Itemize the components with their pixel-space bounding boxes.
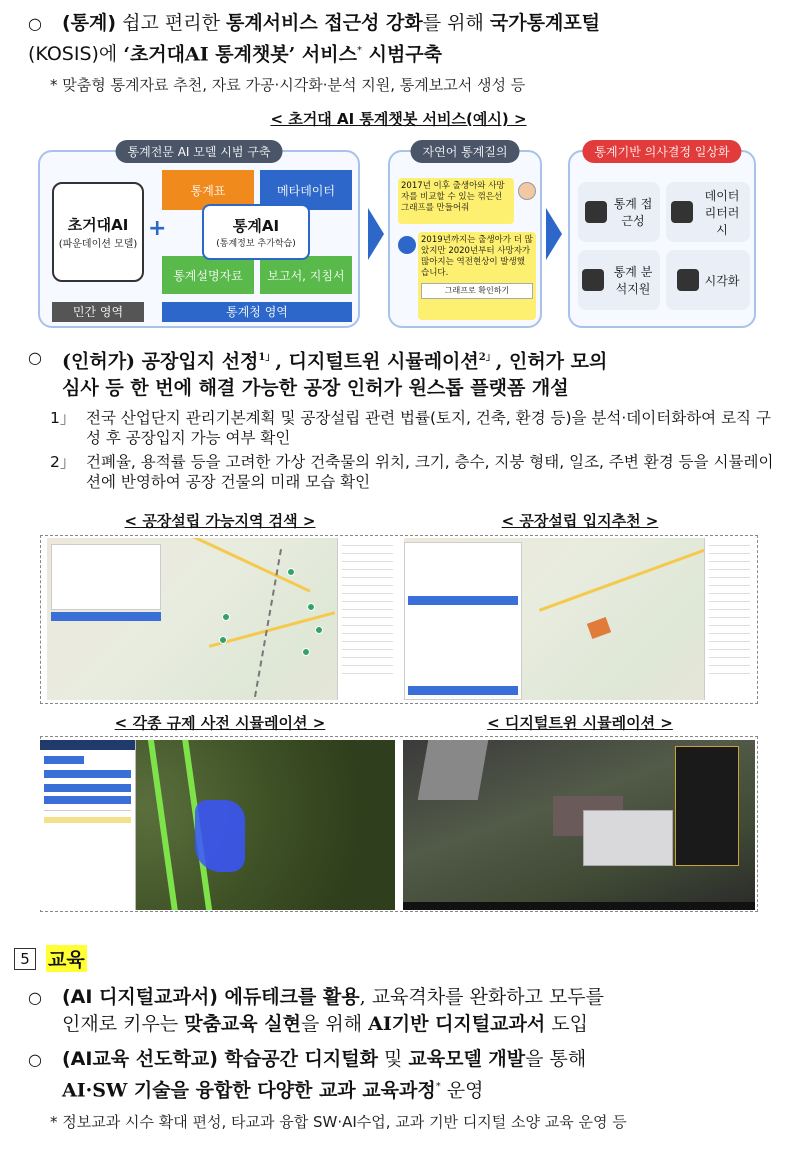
chip-stat-descriptions: 통계설명자료: [162, 256, 254, 294]
edu1-text-3: 을 위해: [300, 1013, 369, 1035]
edu2-text-1: 및: [377, 1048, 409, 1070]
permit-footnote-1: [50, 408, 785, 448]
permit-sup-1: 1」: [258, 352, 276, 363]
llm-title: 초거대AI: [67, 216, 129, 234]
map-pin-icon: [219, 636, 227, 644]
tile-analysis: [578, 250, 660, 310]
tile-literacy-label: 데이터 리터러시: [704, 188, 740, 237]
stats-bold-4: 시범구축: [361, 43, 442, 66]
edu2-bold-2: 교육모델 개발: [408, 1048, 526, 1070]
virtual-factory-building: [583, 810, 673, 866]
arrow-right-icon: [368, 208, 384, 260]
recommend-form-button-2: [408, 686, 518, 695]
book-icon: [671, 201, 693, 223]
permit-line2: 심사 등 한 번에 해결 가능한 공장 인허가 원스톱 플랫폼 개설: [62, 377, 569, 400]
map-pin-icon: [287, 568, 295, 576]
tile-literacy: [666, 182, 750, 242]
stat-ai-title: 통계AI: [232, 217, 280, 235]
circle-bullet: ○: [28, 14, 42, 33]
edu1-bold-2: 맞춤교육 실현: [184, 1013, 301, 1035]
site-recommend-screenshot: [404, 538, 754, 700]
desk-icon: [585, 201, 607, 223]
user-avatar-icon: [518, 182, 536, 200]
edu-note: * 정보교과 시수 확대 편성, 타교과 융합 SW·AI수업, 교과 기반 디지털 소양 교육 운영 등: [50, 1113, 627, 1131]
site-search-screenshot: [47, 538, 397, 700]
permit-tag: (인허가): [62, 350, 136, 373]
ai-model-panel: [38, 145, 360, 328]
permit-line1c: , 인허가 모의: [495, 350, 608, 373]
recommend-list-panel: [704, 538, 754, 700]
permit-line1b: , 디지털트윈 시뮬레이션: [275, 350, 479, 373]
edu2-bold-3: AI·SW 기술을 융합한 다양한 교과 교육과정: [62, 1079, 436, 1102]
chip-reports: 보고서, 지침서: [260, 256, 352, 294]
tile-visual: [666, 250, 750, 310]
decision-panel: [568, 145, 756, 328]
answer-bubble: [418, 232, 536, 320]
stats-text-2: 를 위해: [422, 12, 490, 34]
permit-footnote-2: [50, 452, 785, 492]
circle-bullet-4: ○: [28, 1050, 42, 1069]
query-bubble: 2017년 이후 출생아와 사망자를 비교할 수 있는 꺾은선 그래프를 만들어줘: [398, 178, 514, 224]
edu2-bold-1: 학습공간 디지털화: [217, 1048, 378, 1070]
chatbot-caption: < 초거대 AI 통계챗봇 서비스(예시) >: [270, 110, 527, 128]
llm-sub: (파운데이션 모델): [58, 239, 138, 250]
stat-ai-chip: [202, 204, 310, 260]
plus-sign: +: [148, 216, 167, 241]
chip-metadata: 메타데이터: [260, 170, 352, 210]
recommend-form-panel: [404, 542, 522, 700]
footnote-number-2: 2」: [50, 453, 76, 471]
caption-regulation-sim: < 각종 규제 사전 시뮬레이션 >: [114, 714, 326, 732]
stat-ai-sub: (통계정보 추가학습): [216, 239, 296, 249]
tile-access: [578, 182, 660, 242]
recommended-site-marker: [587, 617, 611, 639]
stats-text-1: 쉽고 편리한: [116, 12, 226, 34]
query-panel: [388, 145, 542, 328]
caption-site-search: < 공장설립 가능지역 검색 >: [124, 512, 316, 530]
digital-twin-screenshot: [403, 740, 755, 910]
ai-model-panel-title: 통계전문 AI 모델 시범 구축: [116, 140, 283, 163]
section-5-heading: [14, 945, 87, 972]
decision-panel-title: 통계기반 의사결정 일상화: [582, 140, 741, 163]
circle-bullet-3: ○: [28, 988, 42, 1007]
stats-sup: *: [356, 45, 362, 56]
chatbot-diagram: [38, 142, 758, 332]
footnote-text-2: 건폐율, 용적률 등을 고려한 가상 건축물의 위치, 크기, 층수, 지붕 형태, 일조, 주변 환경 등을 시뮬레이션에 반영하여 공장 건물의 미래 모습 확인: [86, 453, 774, 491]
edu2-text-2: 을 통해: [525, 1048, 587, 1070]
map-pin-icon: [222, 613, 230, 621]
tile-access-label: 통계 접근성: [613, 197, 653, 228]
analysis-icon: [582, 269, 604, 291]
edu2-text-3: 운영: [440, 1079, 484, 1102]
section-number: 5: [14, 948, 36, 970]
edu1-text-1: , 교육격차를 완화하고 모두를: [359, 986, 605, 1008]
map-pin-icon: [302, 648, 310, 656]
caption-site-recommend: < 공장설립 입지추천 >: [501, 512, 659, 530]
stats-bold-3: ‘초거대AI 통계챗봇’ 서비스: [123, 43, 357, 66]
answer-text: 2019년까지는 출생아가 더 많았지만 2020년부터 사망자가 많아지는 역전현상이 발생했습니다.: [421, 235, 533, 278]
footnote-number-1: 1」: [50, 409, 76, 427]
query-panel-title: 자연어 통계질의: [411, 140, 520, 163]
stats-line2-plain: (KOSIS)에: [28, 43, 124, 66]
llm-chip: [52, 182, 144, 282]
graph-button[interactable]: 그래프로 확인하기: [421, 283, 533, 299]
edu1-bold-1: 에듀테크를 활용: [217, 986, 360, 1008]
regulated-area-blue: [195, 800, 245, 872]
chart-icon: [677, 269, 699, 291]
map-pin-icon: [307, 603, 315, 611]
circle-bullet-2: ○: [28, 348, 42, 367]
chip-stat-tables: 통계표: [162, 170, 254, 210]
permit-sup-2: 2」: [478, 352, 496, 363]
arrow-right-icon-2: [546, 208, 562, 260]
bot-avatar-icon: [398, 236, 416, 254]
edu1-text-4: 도입: [545, 1013, 588, 1035]
edu1-text-2: 인재로 키우는: [62, 1013, 185, 1035]
edu2-tag: (AI교육 선도학교): [62, 1048, 218, 1070]
regulation-sim-screenshot: [40, 740, 395, 910]
edu-paragraph-2: [28, 1046, 788, 1104]
results-list-panel: [337, 538, 397, 700]
edu2-sup: *: [435, 1081, 441, 1092]
permit-paragraph: [28, 344, 788, 402]
section-title: 교육: [46, 945, 87, 972]
edu-paragraph-1: [28, 984, 788, 1038]
stats-bold-1: 통계서비스 접근성 강화: [225, 12, 423, 34]
edu1-tag: (AI 디지털교과서): [62, 986, 218, 1008]
permit-line1: 공장입지 선정: [135, 350, 259, 373]
tile-analysis-label: 통계 분석지원: [613, 265, 653, 296]
edu1-bold-3: AI기반 디지털교과서: [368, 1013, 546, 1035]
map-pin-icon: [315, 626, 323, 634]
gov-area-label: 통계청 영역: [162, 302, 352, 322]
stats-bold-2: 국가통계포털: [489, 12, 601, 34]
caption-twin-sim: < 디지털트윈 시뮬레이션 >: [487, 714, 673, 732]
sim-left-panel: [40, 740, 136, 910]
footnote-text-1: 전국 산업단지 관리기본계획 및 공장설립 관련 법률(토지, 건축, 환경 등)을 분석·데이터화하여 로직 구성 후 공장입지 가능 여부 확인: [86, 409, 771, 447]
tile-visual-label: 시각화: [704, 273, 740, 288]
stats-tag: (통계): [62, 12, 117, 34]
stats-paragraph: [28, 10, 788, 68]
stats-note: * 맞춤형 통계자료 추천, 자료 가공·시각화·분석 지원, 통계보고서 생성 등: [50, 76, 526, 94]
search-form-button: [51, 612, 161, 621]
search-form-panel: [51, 544, 161, 610]
private-area-label: 민간 영역: [52, 302, 144, 322]
recommend-form-button: [408, 596, 518, 605]
twin-control-panel: [675, 746, 739, 866]
